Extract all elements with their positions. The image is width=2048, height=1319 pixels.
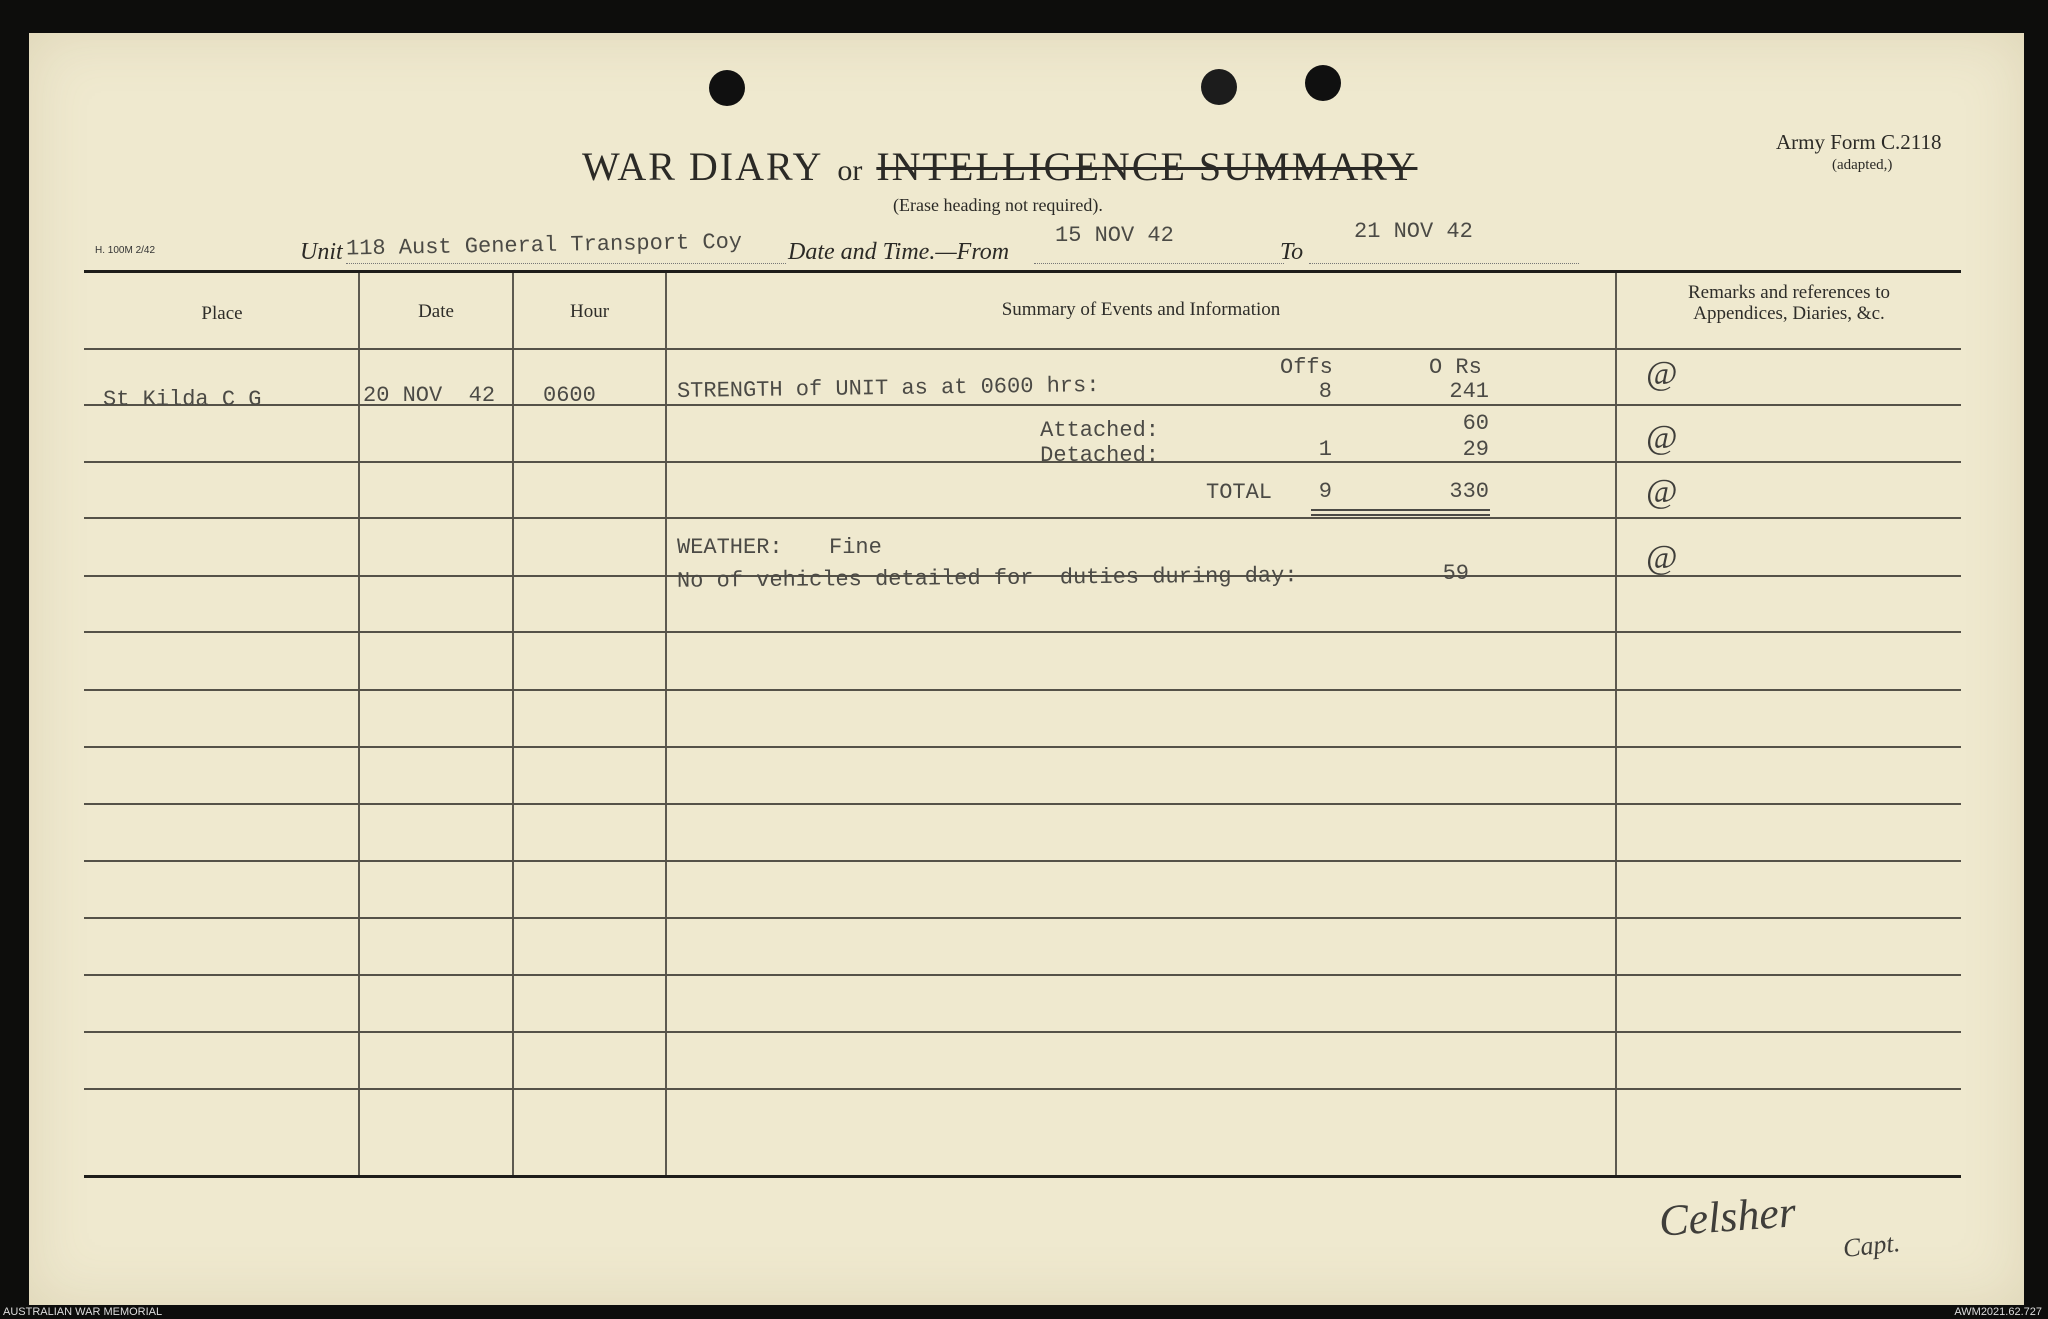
print-code: H. 100M 2/42 [95, 245, 156, 256]
column-header-remarks-line2: Appendices, Diaries, &c. [1693, 303, 1885, 324]
title-war-diary: WAR DIARY [582, 144, 824, 189]
row-rule [84, 746, 1961, 748]
detached-offs: 1 [1318, 437, 1332, 462]
footer-archive-name: AUSTRALIAN WAR MEMORIAL [3, 1306, 163, 1318]
to-label: To [1280, 239, 1304, 265]
column-header-place: Place [201, 303, 243, 324]
remark-mark: @ [1646, 419, 1678, 456]
row-rule [84, 860, 1961, 862]
total-double-underline-1 [1311, 509, 1490, 511]
entry-place: St Kilda C G [103, 387, 262, 412]
column-header-date: Date [418, 301, 454, 322]
table-top-rule [84, 270, 1961, 273]
title-struck-heading: INTELLIGENCE SUMMARY [876, 144, 1418, 189]
from-value: 15 NOV 42 [1055, 223, 1174, 248]
total-ors: 330 [1449, 479, 1489, 504]
total-offs: 9 [1318, 479, 1332, 504]
row-rule [84, 689, 1961, 691]
row-rule [84, 631, 1961, 633]
offs-header: Offs [1280, 355, 1333, 380]
attached-label: Attached: [1040, 418, 1159, 443]
row-rule [84, 517, 1961, 519]
row-rule [84, 803, 1961, 805]
punch-hole-middle [1201, 69, 1237, 105]
form-title [582, 143, 1417, 190]
date-time-label: Date and Time.—From [788, 239, 1010, 265]
vehicles-label: No of vehicles detailed for duties during day: [676, 563, 1298, 594]
entry-hour: 0600 [543, 383, 596, 408]
strength-offs: 8 [1318, 379, 1332, 404]
remark-mark: @ [1646, 539, 1678, 576]
col-divider-hour [665, 273, 667, 1175]
remark-mark: @ [1646, 473, 1678, 510]
total-double-underline-2 [1311, 514, 1490, 516]
weather-label: WEATHER: [677, 535, 783, 560]
signature-name: Celsher [1657, 1187, 1798, 1246]
ors-header: O Rs [1429, 355, 1482, 380]
vehicles-value: 59 [1442, 561, 1469, 586]
detached-label: Detached: [1040, 443, 1159, 468]
detached-ors: 29 [1462, 437, 1489, 462]
row-rule [84, 974, 1961, 976]
remark-mark: @ [1646, 355, 1678, 392]
weather-value: Fine [829, 535, 882, 560]
punch-hole-right [1305, 65, 1341, 101]
strength-label: STRENGTH of UNIT as at 0600 hrs: [676, 373, 1100, 404]
unit-value: 118 Aust General Transport Coy [345, 229, 743, 262]
to-dotted-line [1309, 263, 1579, 264]
unit-dotted-line [346, 263, 786, 264]
row-rule [84, 348, 1961, 350]
unit-label: Unit [300, 239, 343, 265]
column-header-hour: Hour [569, 301, 610, 322]
row-rule [84, 1031, 1961, 1033]
signature-rank: Capt. [1841, 1228, 1902, 1263]
punch-hole-left [709, 70, 745, 106]
table-bottom-rule [84, 1175, 1961, 1178]
war-diary-form [29, 33, 2024, 1305]
col-divider-date [512, 273, 514, 1175]
entry-date: 20 NOV 42 [363, 383, 496, 408]
erase-note: (Erase heading not required). [893, 195, 1103, 215]
attached-ors: 60 [1462, 411, 1489, 436]
army-form-adapted: (adapted,) [1832, 157, 1893, 173]
title-or: or [837, 154, 863, 187]
col-divider-summary [1615, 273, 1617, 1175]
col-divider-place [358, 273, 360, 1175]
column-header-summary: Summary of Events and Information [1001, 299, 1281, 320]
to-value: 21 NOV 42 [1354, 219, 1473, 244]
total-label: TOTAL [1206, 480, 1273, 505]
footer-accession-number: AWM2021.62.727 [1954, 1306, 2042, 1318]
row-rule [84, 917, 1961, 919]
strength-ors: 241 [1449, 379, 1489, 404]
column-header-remarks-line1: Remarks and references to [1687, 282, 1891, 303]
row-rule [84, 1088, 1961, 1090]
from-dotted-line [1034, 263, 1284, 264]
army-form-number: Army Form C.2118 [1776, 130, 1942, 154]
